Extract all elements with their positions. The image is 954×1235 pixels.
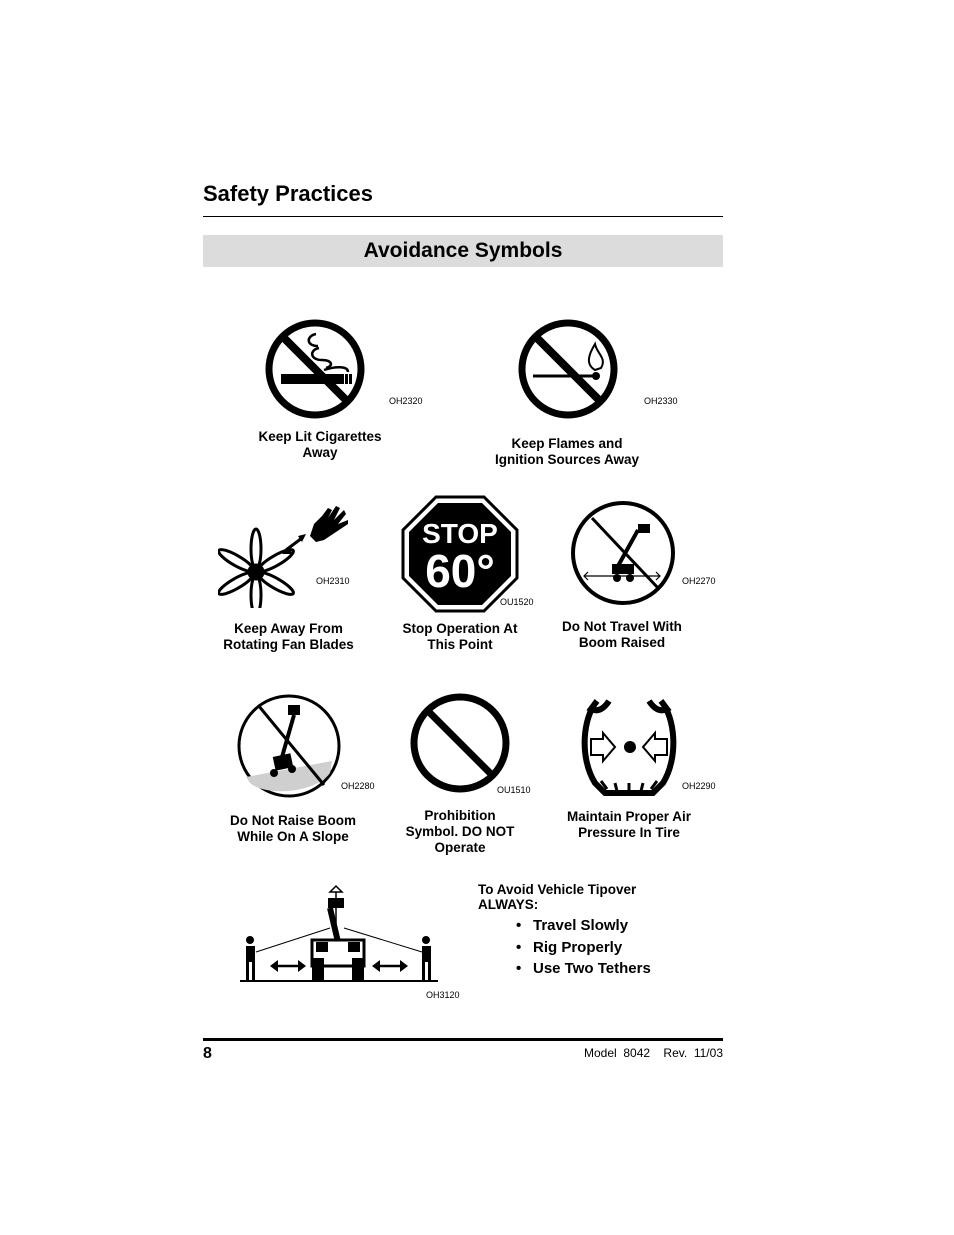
fan-blade-hand-icon bbox=[218, 500, 354, 608]
symbol-code: OH2270 bbox=[682, 576, 716, 586]
caption-line: Keep Flames and bbox=[511, 436, 623, 451]
caption-line: Do Not Travel With bbox=[562, 619, 682, 634]
tipover-intro bbox=[478, 882, 636, 912]
caption-line: This Point bbox=[427, 637, 493, 652]
symbol-code: OH2310 bbox=[316, 576, 350, 586]
no-smoking-icon bbox=[264, 318, 366, 420]
page-number: 8 bbox=[203, 1045, 212, 1062]
no-travel-boom-raised-icon bbox=[570, 500, 676, 606]
prohibition-icon bbox=[409, 692, 511, 794]
symbol-caption bbox=[549, 809, 709, 841]
symbol-code: OH2280 bbox=[341, 781, 375, 791]
caption-line: Away bbox=[302, 445, 338, 460]
tipover-code: OH3120 bbox=[426, 990, 460, 1000]
symbol-caption bbox=[385, 621, 535, 653]
caption-line: Symbol. DO NOT bbox=[405, 824, 515, 839]
tipover-list bbox=[516, 917, 651, 982]
tipover-intro-line: ALWAYS: bbox=[478, 897, 539, 912]
no-flames-icon bbox=[517, 318, 619, 420]
tire-pressure-icon bbox=[579, 697, 679, 797]
caption-line: Ignition Sources Away bbox=[494, 452, 640, 467]
symbol-caption bbox=[212, 813, 374, 845]
caption-line: Operate bbox=[434, 840, 486, 855]
tipover-item: • Use Two Tethers bbox=[516, 960, 651, 982]
caption-line: While On A Slope bbox=[237, 829, 349, 844]
footer-divider bbox=[203, 1038, 723, 1041]
symbol-code: OH2320 bbox=[389, 396, 423, 406]
stop-sign-label: STOP bbox=[422, 518, 498, 549]
no-boom-slope-icon bbox=[236, 693, 342, 799]
caption-line: Pressure In Tire bbox=[578, 825, 680, 840]
tipover-intro-line: To Avoid Vehicle Tipover bbox=[478, 882, 637, 897]
model-revision: Model 8042 Rev. 11/03 bbox=[584, 1046, 723, 1060]
banner bbox=[203, 235, 723, 267]
caption-line: Do Not Raise Boom bbox=[229, 813, 356, 828]
title-divider bbox=[203, 216, 723, 217]
symbol-code: OU1510 bbox=[497, 785, 531, 795]
symbol-caption bbox=[385, 808, 535, 856]
tipover-item: • Travel Slowly bbox=[516, 917, 651, 939]
symbol-code: OH2290 bbox=[682, 781, 716, 791]
banner-title: Avoidance Symbols bbox=[363, 239, 563, 262]
caption-line: Stop Operation At bbox=[402, 621, 518, 636]
caption-line: Keep Lit Cigarettes bbox=[258, 429, 382, 444]
caption-line: Maintain Proper Air bbox=[566, 809, 692, 824]
caption-line: Keep Away From bbox=[234, 621, 343, 636]
symbol-code: OU1520 bbox=[500, 597, 534, 607]
symbol-code: OH2330 bbox=[644, 396, 678, 406]
tethered-lift-icon bbox=[238, 884, 440, 984]
symbol-caption bbox=[206, 621, 371, 653]
tipover-item: • Rig Properly bbox=[516, 939, 651, 961]
caption-line: Prohibition bbox=[424, 808, 496, 823]
caption-line: Rotating Fan Blades bbox=[223, 637, 354, 652]
caption-line: Boom Raised bbox=[578, 635, 666, 650]
symbol-caption bbox=[230, 429, 410, 461]
symbol-caption bbox=[547, 619, 697, 651]
stop-sign-icon bbox=[401, 495, 519, 613]
stop-sign-angle: 60° bbox=[425, 545, 495, 597]
section-title: Safety Practices bbox=[203, 181, 373, 206]
symbol-caption bbox=[472, 436, 662, 468]
